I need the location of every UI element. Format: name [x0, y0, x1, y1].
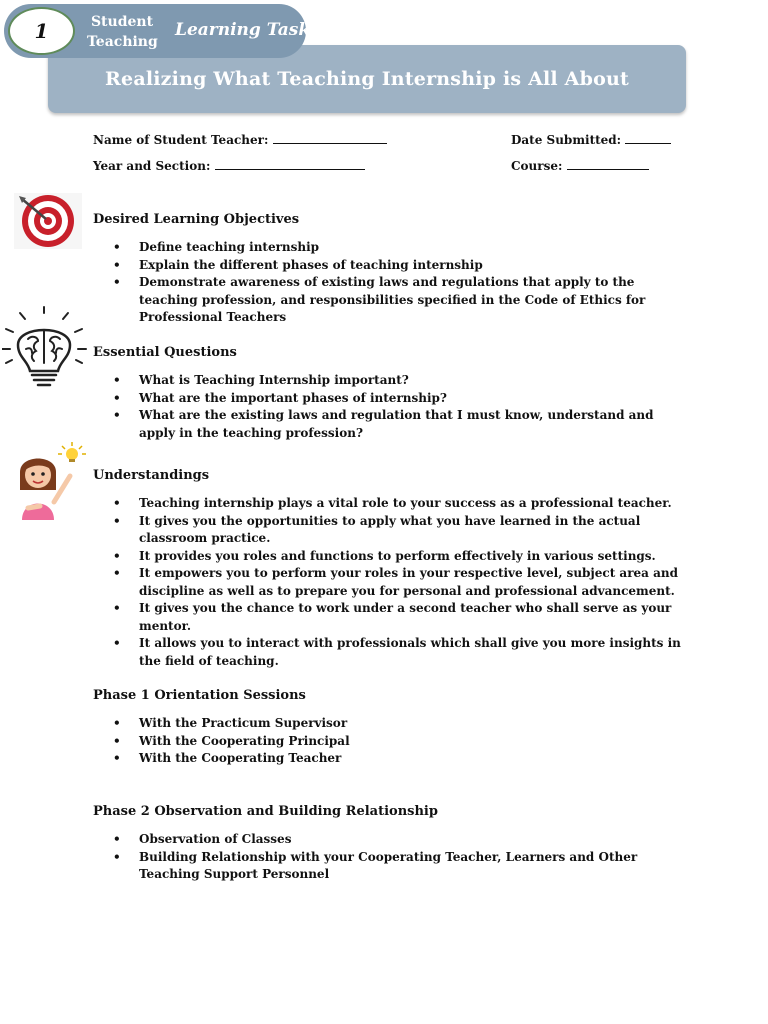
lesson-number: 1 — [8, 7, 75, 55]
list-item: • With the Cooperating Principal — [93, 733, 693, 751]
objectives-list — [93, 239, 693, 327]
phase2-heading: Phase 2 Observation and Building Relationship — [93, 804, 438, 819]
teacher-idea-icon — [14, 442, 90, 522]
list-item: • Demonstrate awareness of existing laws and regulations that apply to the teaching profession, and responsibilities specified in the Code of Ethics for Professional Teachers — [93, 274, 693, 327]
date-blank[interactable] — [625, 133, 671, 144]
name-blank[interactable] — [273, 133, 387, 144]
list-item: • It gives you the opportunities to apply what you have learned in the actual classroom practice. — [93, 513, 693, 548]
list-item: • Building Relationship with your Cooperating Teacher, Learners and Other Teaching Support Personnel — [93, 849, 693, 884]
list-item: • With the Practicum Supervisor — [93, 715, 693, 733]
header-label-line1: Student — [90, 14, 154, 30]
page-title: Realizing What Teaching Internship is All About — [105, 68, 629, 90]
list-item: • What is Teaching Internship important? — [93, 372, 693, 390]
list-item: • It provides you roles and functions to perform effectively in various settings. — [93, 548, 693, 566]
phase2-list — [93, 831, 693, 884]
year-label: Year and Section: — [93, 159, 211, 173]
list-item: • What are the existing laws and regulation that I must know, understand and apply in the teaching profession? — [93, 407, 693, 442]
list-item: • It allows you to interact with professionals which shall give you more insights in the field of teaching. — [93, 635, 693, 670]
header-tasks-label: Learning Tasks — [175, 20, 320, 40]
list-item: • With the Cooperating Teacher — [93, 750, 693, 768]
understandings-heading: Understandings — [93, 468, 210, 483]
list-item: • Teaching internship plays a vital role to your success as a professional teacher. — [93, 495, 693, 513]
course-blank[interactable] — [567, 159, 649, 170]
questions-list — [93, 372, 693, 442]
phase1-heading: Phase 1 Orientation Sessions — [93, 688, 306, 703]
date-field — [511, 133, 671, 147]
list-item: • Observation of Classes — [93, 831, 693, 849]
list-item: • It empowers you to perform your roles in your respective level, subject area and discipline as well as to prepare you for personal and professional advancement. — [93, 565, 693, 600]
course-field — [511, 159, 649, 173]
list-item: • Explain the different phases of teaching internship — [93, 257, 693, 275]
year-field — [93, 159, 365, 173]
understandings-list — [93, 495, 693, 670]
date-label: Date Submitted: — [511, 133, 622, 147]
objectives-heading: Desired Learning Objectives — [93, 212, 300, 227]
name-label: Name of Student Teacher: — [93, 133, 269, 147]
list-item: • It gives you the chance to work under a second teacher who shall serve as your mentor. — [93, 600, 693, 635]
phase1-list — [93, 715, 693, 768]
questions-heading: Essential Questions — [93, 345, 237, 360]
list-item: • Define teaching internship — [93, 239, 693, 257]
course-label: Course: — [511, 159, 563, 173]
header-label-line2: Teaching — [87, 34, 158, 50]
brain-bulb-icon — [2, 305, 92, 387]
year-blank[interactable] — [215, 159, 365, 170]
name-field — [93, 133, 387, 147]
target-icon — [14, 193, 82, 249]
list-item: • What are the important phases of internship? — [93, 390, 693, 408]
